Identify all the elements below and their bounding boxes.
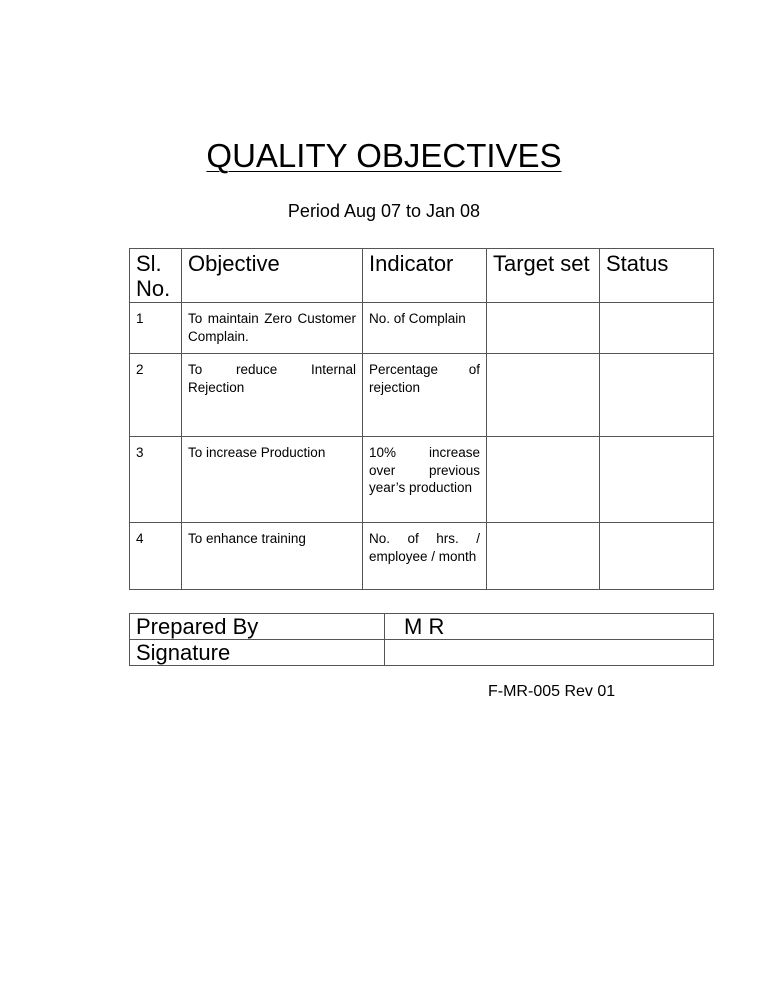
cell-sl-no: 1 xyxy=(130,303,182,354)
document-title-text: QUALITY OBJECTIVES xyxy=(206,137,562,174)
table-row xyxy=(130,303,714,354)
cell-status xyxy=(600,523,714,590)
document-title xyxy=(0,136,768,176)
cell-status xyxy=(600,303,714,354)
cell-objective: To increase Production xyxy=(182,437,363,523)
cell-target xyxy=(487,523,600,590)
signoff-row-prepared-by xyxy=(130,614,714,640)
cell-indicator: No. of Complain xyxy=(363,303,487,354)
cell-indicator: 10% increase over previous year’s production xyxy=(363,437,487,523)
cell-sl-no: 4 xyxy=(130,523,182,590)
table-row xyxy=(130,354,714,437)
form-number: F-MR-005 Rev 01 xyxy=(488,683,616,700)
cell-status xyxy=(600,437,714,523)
period-text: Period Aug 07 to Jan 08 xyxy=(287,201,481,221)
cell-target xyxy=(487,354,600,437)
table-row xyxy=(130,523,714,590)
cell-target xyxy=(487,303,600,354)
cell-sl-no: 3 xyxy=(130,437,182,523)
cell-target xyxy=(487,437,600,523)
cell-objective: To maintain Zero Customer Complain. xyxy=(182,303,363,354)
table-row xyxy=(130,437,714,523)
signature-label: Signature xyxy=(130,640,385,666)
header-target-set: Target set xyxy=(487,249,600,303)
header-sl-no: Sl. No. xyxy=(130,249,182,303)
signoff-table xyxy=(129,613,714,666)
cell-indicator: Percentage of rejection xyxy=(363,354,487,437)
cell-sl-no: 2 xyxy=(130,354,182,437)
header-objective: Objective xyxy=(182,249,363,303)
cell-indicator: No. of hrs. / employee / month xyxy=(363,523,487,590)
prepared-by-value: M R xyxy=(385,614,714,640)
signoff-row-signature xyxy=(130,640,714,666)
cell-objective: To reduce Internal Rejection xyxy=(182,354,363,437)
table-header-row xyxy=(130,249,714,303)
header-status: Status xyxy=(600,249,714,303)
header-indicator: Indicator xyxy=(363,249,487,303)
prepared-by-label: Prepared By xyxy=(130,614,385,640)
cell-status xyxy=(600,354,714,437)
objectives-table xyxy=(129,248,714,590)
signature-value xyxy=(385,640,714,666)
cell-objective: To enhance training xyxy=(182,523,363,590)
